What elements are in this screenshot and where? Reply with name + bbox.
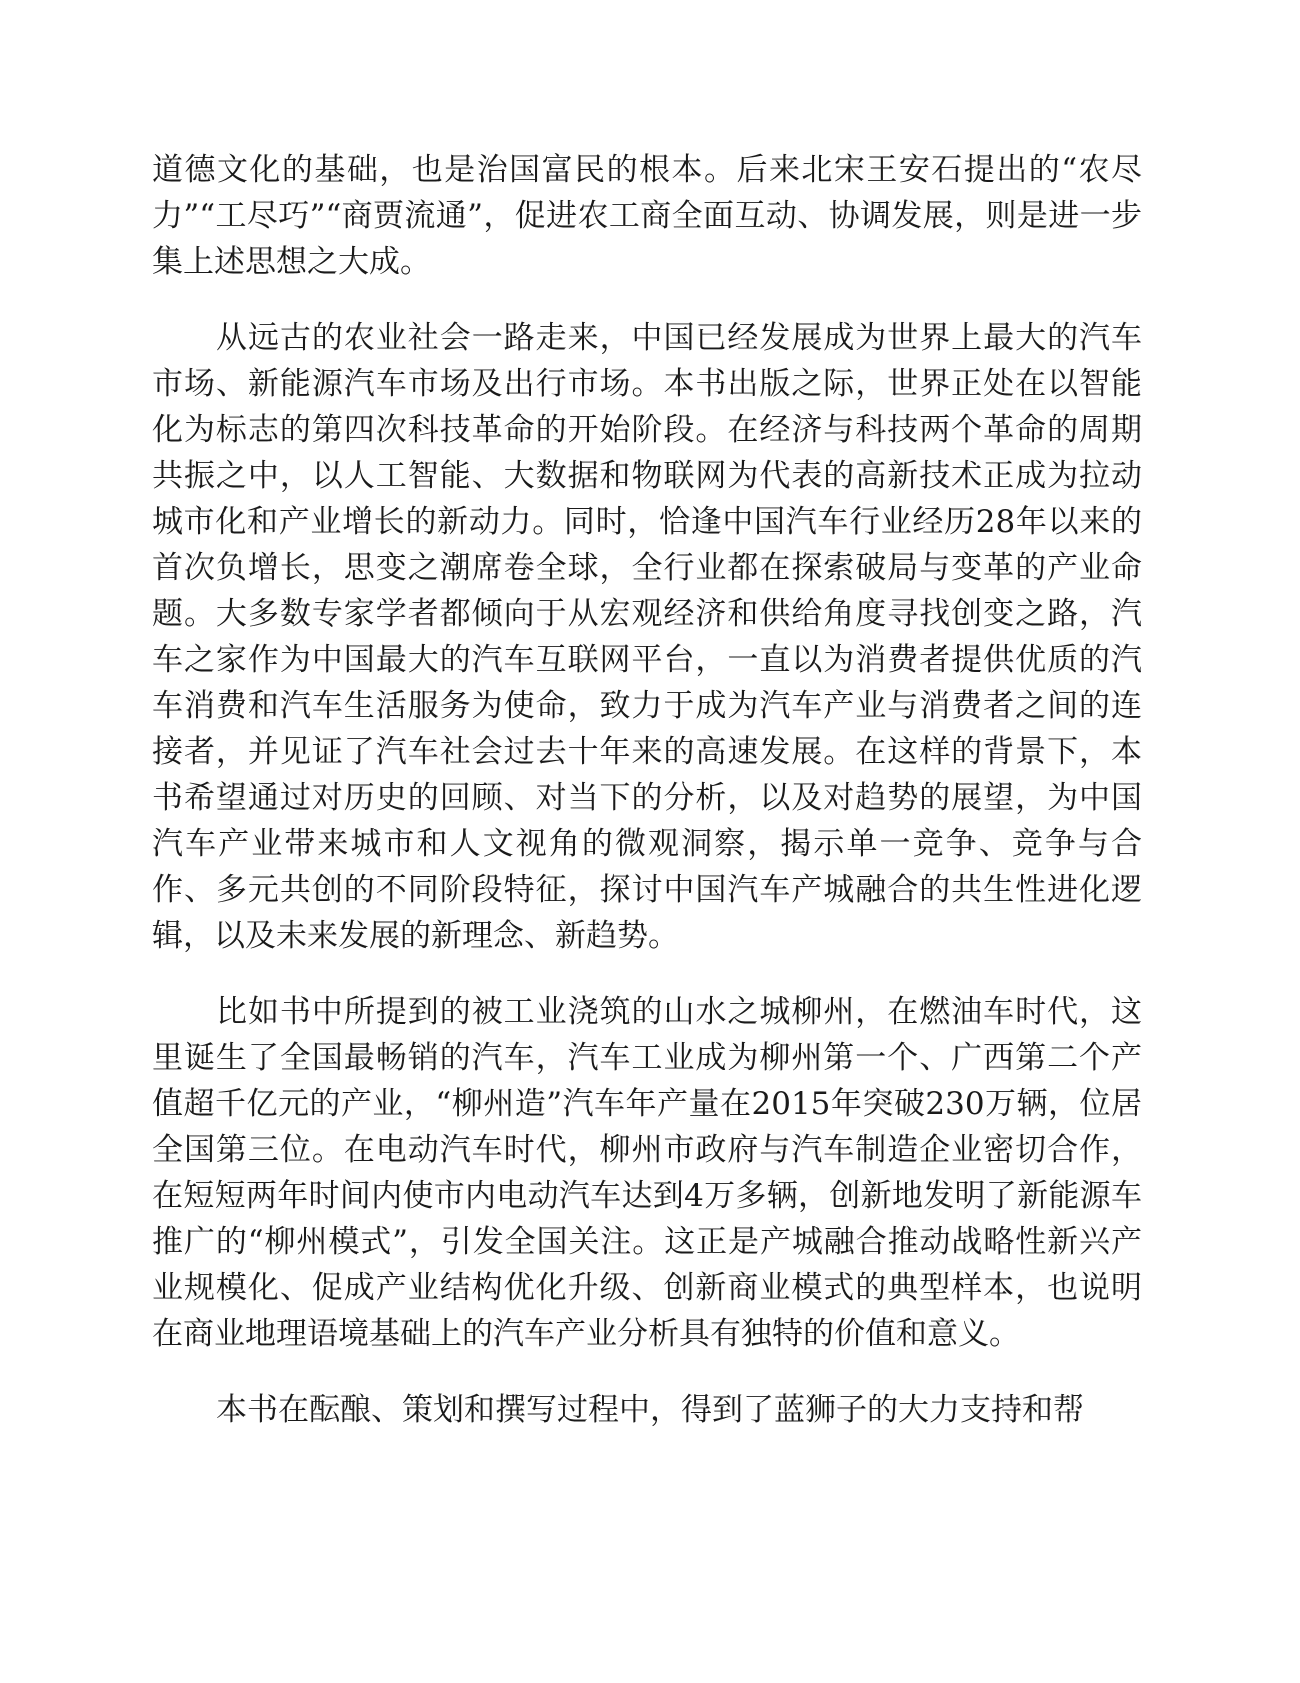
paragraph-continuation: 道德文化的基础，也是治国富民的根本。后来北宋王安石提出的“农尽力”“工尽巧”“商贾流通”，促进农工商全面互动、协调发展，则是进一步集上述思想之大成。	[152, 152, 1142, 280]
paragraph-auto-market: 从远古的农业社会一路走来，中国已经发展成为世界上最大的汽车市场、新能源汽车市场及出行市场。本书出版之际，世界正处在以智能化为标志的第四次科技革命的开始阶段。在经济与科技两个革命的周期共振之中，以人工智能、大数据和物联网为代表的高新技术正成为拉动城市化和产业增长的新动力。同时，恰逢中国汽车行业经历28年以来的首次负增长，思变之潮席卷全球，全行业都在探索破局与变革的产业命题。大多数专家学者都倾向于从宏观经济和供给角度寻找创变之路，汽车之家作为中国最大的汽车互联网平台，一直以为消费者提供优质的汽车消费和汽车生活服务为使命，致力于成为汽车产业与消费者之间的连接者，并见证了汽车社会过去十年来的高速发展。在这样的背景下，本书希望通过对历史的回顾、对当下的分析，以及对趋势的展望，为中国汽车产业带来城市和人文视角的微观洞察，揭示单一竞争、竞争与合作、多元共创的不同阶段特征，探讨中国汽车产城融合的共生性进化逻辑，以及未来发展的新理念、新趋势。	[152, 320, 1142, 954]
body-text	[152, 147, 1142, 1463]
paragraph-acknowledgement: 本书在酝酿、策划和撰写过程中，得到了蓝狮子的大力支持和帮	[216, 1392, 1084, 1428]
paragraph-liuzhou: 比如书中所提到的被工业浇筑的山水之城柳州，在燃油车时代，这里诞生了全国最畅销的汽车，汽车工业成为柳州第一个、广西第二个产值超千亿元的产业，“柳州造”汽车年产量在2015年突破230万辆，位居全国第三位。在电动汽车时代，柳州市政府与汽车制造企业密切合作，在短短两年时间内使市内电动汽车达到4万多辆，创新地发明了新能源车推广的“柳州模式”，引发全国关注。这正是产城融合推动战略性新兴产业规模化、促成产业结构优化升级、创新商业模式的典型样本，也说明在商业地理语境基础上的汽车产业分析具有独特的价值和意义。	[152, 994, 1142, 1352]
